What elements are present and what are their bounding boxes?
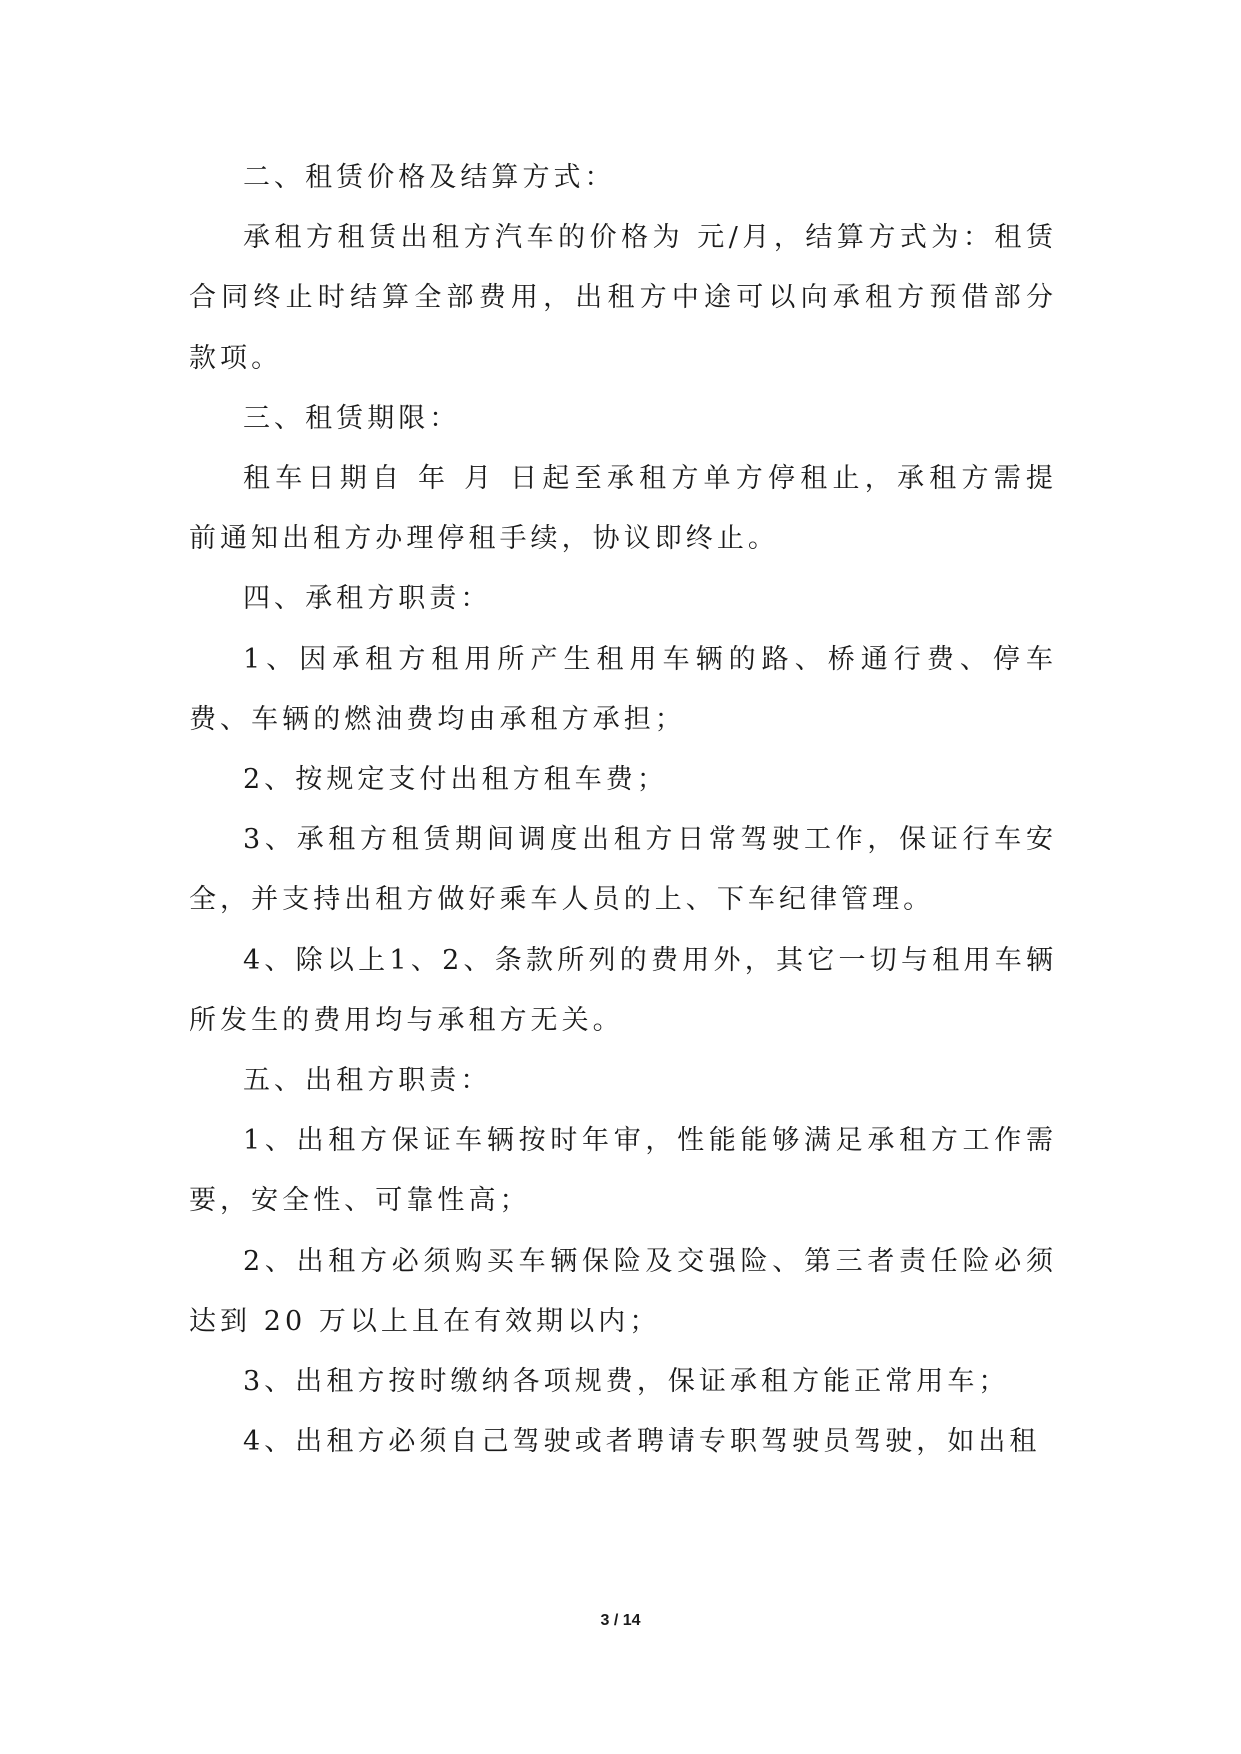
lessee-duty-3: 3、承租方租赁期间调度出租方日常驾驶工作，保证行车安全，并支持出租方做好乘车人员的上、下车纪律管理。 xyxy=(189,824,1057,916)
lessor-duty-4: 4、出租方必须自己驾驶或者聘请专职驾驶员驾驶，如出租 xyxy=(243,1426,1041,1458)
lessor-duty-2: 2、出租方必须购买车辆保险及交强险、第三者责任险必须达到 20 万以上且在有效期以内； xyxy=(189,1245,1057,1337)
section-heading-lessee-duties: 四、承租方职责： xyxy=(243,583,492,615)
paragraph-price-terms: 承租方租赁出租方汽车的价格为 元/月，结算方式为：租赁合同终止时结算全部费用，出租方中途可以向承租方预借部分款项。 xyxy=(189,222,1057,374)
section-heading-lessor-duties: 五、出租方职责： xyxy=(243,1065,492,1097)
section-heading-term: 三、租赁期限： xyxy=(243,402,461,434)
lessor-duty-3: 3、出租方按时缴纳各项规费，保证承租方能正常用车； xyxy=(243,1366,1010,1398)
lessee-duty-2: 2、按规定支付出租方租车费； xyxy=(243,764,668,796)
page-number: 3 / 14 xyxy=(600,1612,641,1629)
section-heading-price: 二、租赁价格及结算方式： xyxy=(243,162,616,193)
lessor-duty-1: 1、出租方保证车辆按时年审，性能能够满足承租方工作需要，安全性、可靠性高； xyxy=(189,1125,1057,1217)
document-body xyxy=(189,148,1057,1472)
lessee-duty-4: 4、除以上1、2、条款所列的费用外，其它一切与租用车辆所发生的费用均与承租方无关。 xyxy=(189,944,1057,1036)
paragraph-rental-period: 租车日期自 年 月 日起至承租方单方停租止，承租方需提前通知出租方办理停租手续，协议即终止。 xyxy=(189,463,1057,555)
lessee-duty-1: 1、因承租方租用所产生租用车辆的路、桥通行费、停车费、车辆的燃油费均由承租方承担； xyxy=(189,643,1057,735)
